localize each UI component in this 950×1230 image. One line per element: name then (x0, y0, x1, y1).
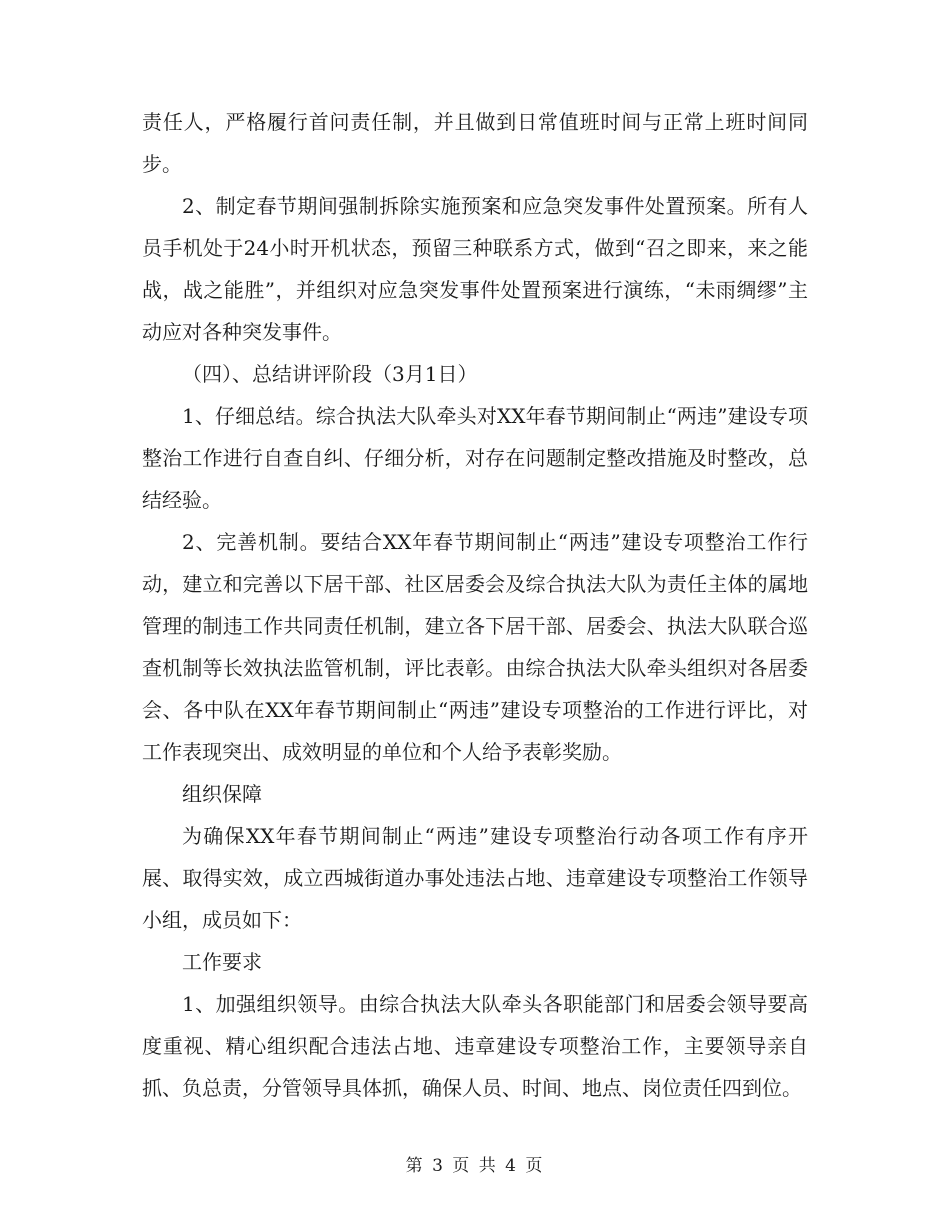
paragraph-organization: 为确保XX年春节期间制止“两违”建设专项整治行动各项工作有序开展、取得实效，成立西城街道办事处违法占地、违章建设专项整治工作领导小组，成员如下： (142, 824, 808, 932)
paragraph-continuation: 责任人，严格履行首问责任制，并且做到日常值班时间与正常上班时间同步。 (142, 110, 808, 176)
section-heading-organization: 组织保障 (182, 782, 262, 806)
paragraph-leadership: 1、加强组织领导。由综合执法大队牵头各职能部门和居委会领导要高度重视、精心组织配合违法占地、违章建设专项整治工作，主要领导亲自抓、负总责，分管领导具体抓，确保人员、时间、地点、岗位责任四到位。 (142, 992, 808, 1100)
paragraph-emergency-plan: 2、制定春节期间强制拆除实施预案和应急突发事件处置预案。所有人员手机处于24小时开机状态，预留三种联系方式，做到“召之即来，来之能战，战之能胜”，并组织对应急突发事件处置预案进行演练，“未雨绸缪”主动应对各种突发事件。 (142, 194, 808, 344)
document-body (142, 101, 808, 1109)
paragraph-mechanism: 2、完善机制。要结合XX年春节期间制止“两违”建设专项整治工作行动，建立和完善以下居干部、社区居委会及综合执法大队为责任主体的属地管理的制违工作共同责任机制，建立各下居干部、居委会、执法大队联合巡查机制等长效执法监管机制，评比表彰。由综合执法大队牵头组织对各居委会、各中队在XX年春节期间制止“两违”建设专项整治的工作进行评比，对工作表现突出、成效明显的单位和个人给予表彰奖励。 (142, 530, 808, 764)
paragraph-summary: 1、仔细总结。综合执法大队牵头对XX年春节期间制止“两违”建设专项整治工作进行自查自纠、仔细分析，对存在问题制定整改措施及时整改，总结经验。 (142, 404, 808, 512)
page-number-footer: 第 3 页 共 4 页 (405, 1156, 545, 1176)
section-heading-requirements: 工作要求 (182, 950, 262, 974)
section-heading-summary: （四）、总结讲评阶段（3月1日） (182, 362, 478, 386)
